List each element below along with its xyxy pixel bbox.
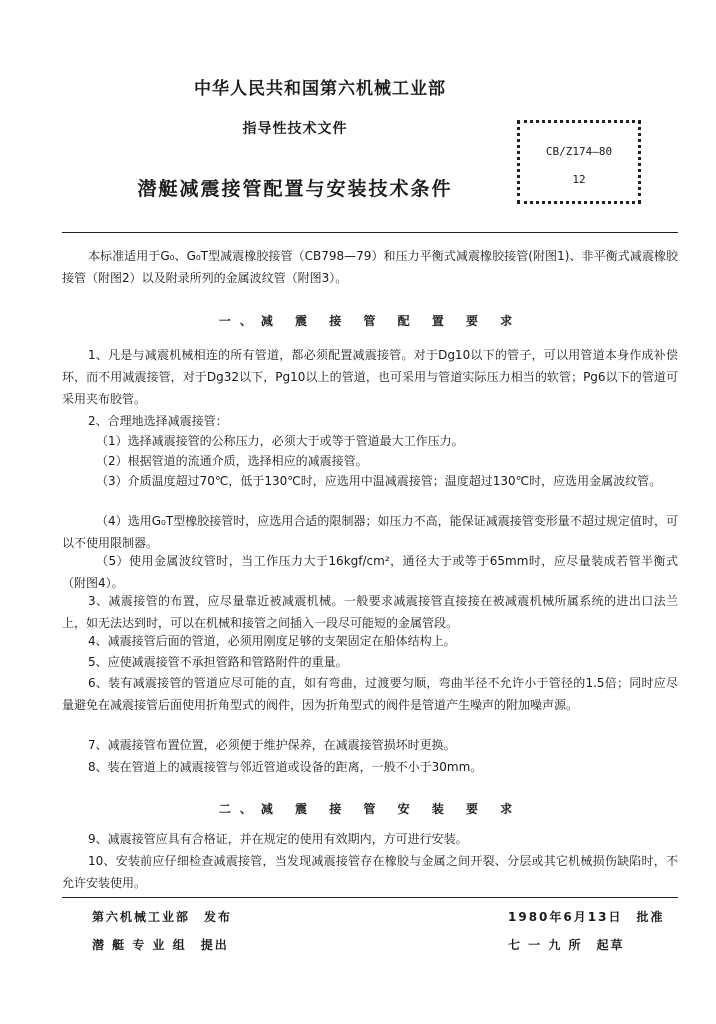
section-1-heading: 一、减 震 接 管 配 置 要 求 [218,314,522,328]
clause-5: 5、应使减震接管不承担管路和管路附件的重量。 [88,655,348,669]
clause-2-3: （3）介质温度超过70℃，低于130℃时，应选用中温减震接管；温度超过130℃时，应选用金属波纹管。 [96,474,662,488]
header-rule [62,232,678,233]
footer-rule [62,897,678,898]
publisher: 第六机械工业部 发布 [92,910,233,924]
clause-6: 6、装有减震接管的管道应尽可能的直，如有弯曲，过渡要匀顺，弯曲半径不允许小于管径的1.5倍；同时应尽量避免在减震接管后面使用折角型式的阀件，因为折角型式的阀件是管道产生噪声的附加噪声源。 [62,676,678,712]
clause-2-1: （1）选择减震接管的公称压力，必须大于或等于管道最大工作压力。 [96,434,464,448]
section-2-heading: 二、减 震 接 管 安 装 要 求 [218,802,522,816]
drafter: 七 一 九 所 起草 [508,938,625,952]
clause-8: 8、装在管道上的减震接管与邻近管道或设备的距离，一般不小于30mm。 [88,760,483,774]
document-title: 潜艇减震接管配置与安装技术条件 [137,178,453,200]
standard-code: CB/Z174—80 [545,145,613,158]
clause-7: 7、减震接管布置位置，必须便于维护保养，在减震接管损坏时更换。 [88,738,456,752]
issuing-ministry: 中华人民共和国第六机械工业部 [194,79,446,99]
clause-1: 1、凡是与减震机械相连的所有管道，都必须配置减震接管。对于Dg10以下的管子，可以用管道本身作成补偿环，而不用减震接管，对于Dg32以下，Pg10以上的管道，也可采用与管道实际压力相当的软管；Pg6以下的管道可采用夹布胶管。 [62,348,678,406]
document-type: 指导性技术文件 [242,121,348,137]
clause-10: 10、安装前应仔细检查减震接管，当发现减震接管存在橡胶与金属之间开裂、分层或其它机械损伤缺陷时，不允许安装使用。 [62,854,678,890]
page-count: 12 [572,173,586,186]
intro-paragraph: 本标准适用于G₀、G₀T型减震橡胶接管（CB798—79）和压力平衡式减震橡胶接管(附图1)、非平衡式减震橡胶接管（附图2）以及附录所列的金属波纹管（附图3）。 [62,249,678,285]
clause-2-4: （4）选用G₀T型橡胶接管时，应选用合适的限制器；如压力不高，能保证减震接管变形量不超过规定值时，可以不使用限制器。 [62,514,678,550]
clause-2-5: （5）使用金属波纹管时，当工作压力大于16kgf/cm²，通径大于或等于65mm时，应尽量装成若管半衡式（附图4）。 [62,554,678,590]
clause-3: 3、减震接管的布置，应尽量靠近被减震机械。一般要求减震接管直接接在被减震机械所属系统的进出口法兰上，如无法达到时，可以在机械和接管之间插入一段尽可能短的金属管段。 [62,594,678,630]
approval-date: 1980年6月13日 批准 [508,910,665,924]
clause-9: 9、减震接管应具有合格证，并在规定的使用有效期内，方可进行安装。 [88,832,468,846]
standard-number-box [517,120,641,204]
clause-2: 2、合理地选择减震接管： [88,414,228,428]
proposer: 潜 艇 专 业 组 提出 [92,938,229,952]
clause-4: 4、减震接管后面的管道，必须用刚度足够的支架固定在船体结构上。 [88,634,456,648]
clause-2-2: （2）根据管道的流通介质，选择相应的减震接管。 [96,454,368,468]
